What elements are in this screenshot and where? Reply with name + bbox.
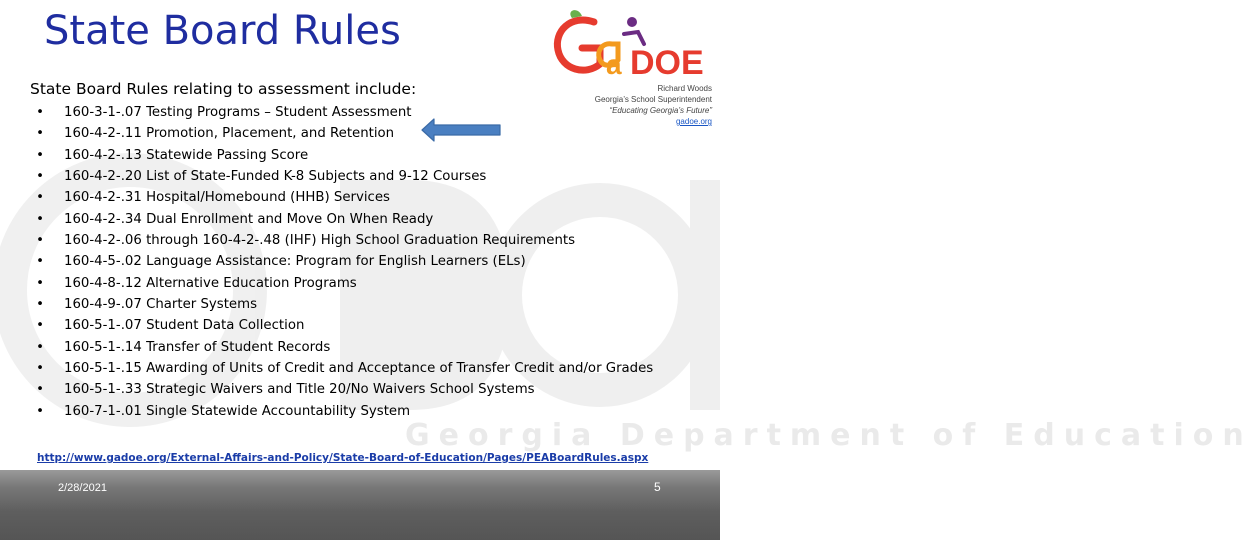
bullet: •: [36, 403, 44, 419]
list-item: [30, 358, 653, 379]
rule-text: 160-4-2-.06 through 160-4-2-.48 (IHF) High School Graduation Requirements: [64, 233, 576, 249]
list-item: [30, 315, 653, 336]
superintendent-title: Georgia’s School Superintendent: [594, 95, 712, 104]
website-link[interactable]: gadoe.org: [675, 117, 712, 126]
logo-a-letter: a: [606, 49, 622, 80]
rule-text: 160-4-2-.11 Promotion, Placement, and Retention: [64, 126, 395, 142]
bullet: •: [36, 297, 44, 313]
rule-text: 160-4-5-.02 Language Assistance: Program for English Learners (ELs): [64, 254, 526, 270]
page-number: 5: [654, 480, 661, 494]
list-item: [30, 209, 653, 230]
bullet: •: [36, 105, 44, 120]
rule-text: 160-4-2-.31 Hospital/Homebound (HHB) Services: [64, 190, 390, 206]
bullet: •: [36, 233, 44, 249]
logo-doe-text: DOE: [630, 44, 704, 82]
bullet: •: [36, 147, 44, 163]
list-item: [30, 337, 653, 358]
rule-text: 160-4-2-.20 List of State-Funded K-8 Subjects and 9-12 Courses: [64, 169, 487, 185]
rule-text: 160-3-1-.07 Testing Programs – Student Assessment: [64, 105, 412, 120]
rule-text: 160-4-8-.12 Alternative Education Programs: [64, 275, 357, 291]
rules-list: [30, 102, 653, 422]
footer-date: 2/28/2021: [58, 482, 107, 494]
rule-text: 160-4-2-.13 Statewide Passing Score: [64, 147, 309, 163]
list-item: [30, 187, 653, 208]
bullet: •: [36, 190, 44, 206]
list-item: [30, 251, 653, 272]
motto: “Educating Georgia’s Future”: [609, 106, 712, 115]
bullet: •: [36, 339, 44, 355]
rule-text: 160-4-9-.07 Charter Systems: [64, 297, 257, 313]
superintendent-name: Richard Woods: [657, 84, 712, 93]
left-arrow-icon: [420, 117, 502, 143]
rule-text: 160-4-2-.34 Dual Enrollment and Move On When Ready: [64, 211, 434, 227]
bullet: •: [36, 318, 44, 334]
list-item: [30, 230, 653, 251]
bullet: •: [36, 361, 44, 377]
rule-text: 160-5-1-.07 Student Data Collection: [64, 318, 305, 334]
list-item: [30, 145, 653, 166]
bullet: •: [36, 126, 44, 142]
list-item: [30, 401, 653, 422]
rule-text: 160-5-1-.15 Awarding of Units of Credit and Acceptance of Transfer Credit and/or Grades: [64, 361, 654, 377]
watermark-text: Georgia Department of Education: [405, 418, 1253, 453]
rule-text: 160-7-1-.01 Single Statewide Accountability System: [64, 403, 411, 419]
gadoe-logo: [552, 8, 712, 84]
list-item: [30, 102, 653, 123]
list-item: [30, 294, 653, 315]
page-title: State Board Rules: [44, 8, 401, 54]
footer-bar: [0, 470, 720, 540]
list-item: [30, 123, 653, 144]
rules-link[interactable]: http://www.gadoe.org/External-Affairs-and-Policy/State-Board-of-Education/Pages/PEABoardRules.aspx: [37, 452, 649, 464]
bullet: •: [36, 211, 44, 227]
list-item: [30, 166, 653, 187]
bullet: •: [36, 169, 44, 185]
list-item: [30, 273, 653, 294]
rule-text: 160-5-1-.14 Transfer of Student Records: [64, 339, 331, 355]
intro-text: State Board Rules relating to assessment include:: [30, 80, 417, 98]
bullet: •: [36, 275, 44, 291]
rule-text: 160-5-1-.33 Strategic Waivers and Title 20/No Waivers School Systems: [64, 382, 535, 398]
footer-gradient: [0, 470, 720, 540]
bullet: •: [36, 382, 44, 398]
list-item: [30, 379, 653, 400]
bullet: •: [36, 254, 44, 270]
